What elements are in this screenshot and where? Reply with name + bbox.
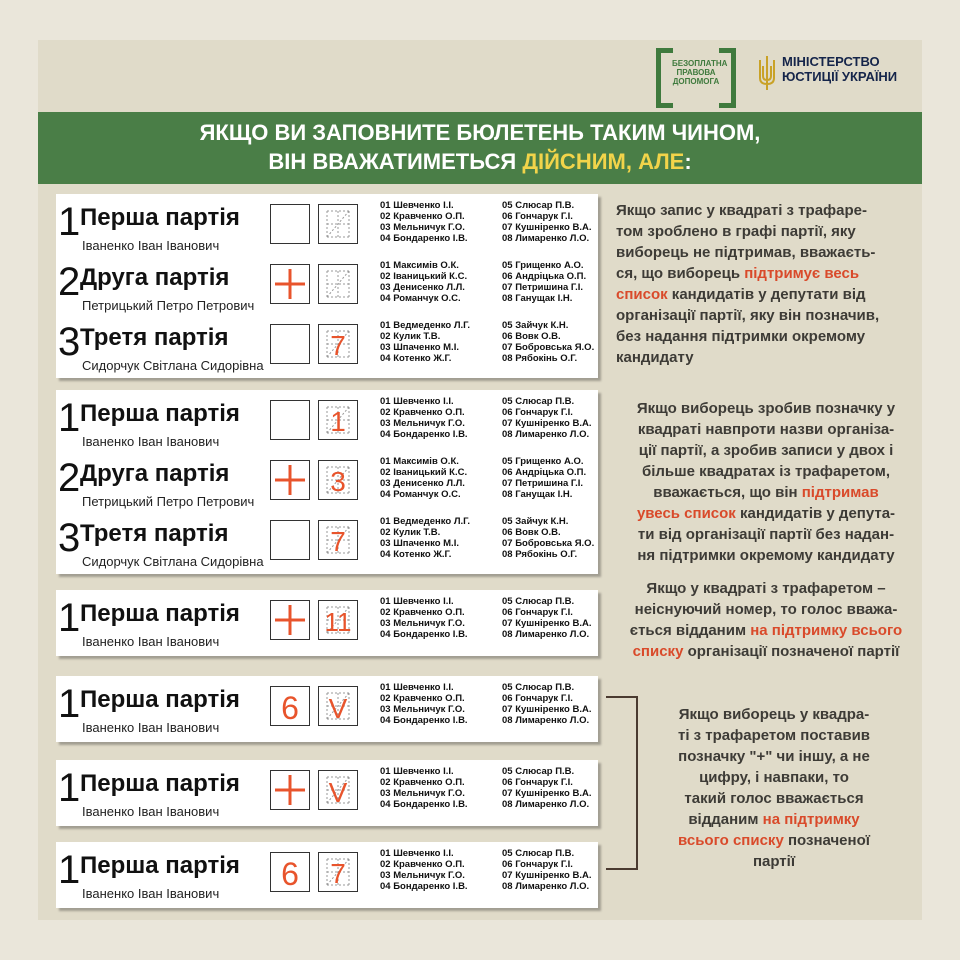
stencil-box [318, 460, 358, 500]
ballot-example-6 [56, 842, 598, 908]
candidates-left: 01 Шевченко І.І. 02 Кравченко О.П. 03 Мельничук Г.О. 04 Бондаренко І.В. [380, 396, 468, 440]
stencil-digit: 7 [330, 330, 346, 361]
party-checkbox [270, 460, 310, 500]
stencil-grid-icon [319, 265, 357, 303]
candidates-left: 01 Шевченко І.І. 02 Кравченко О.П. 03 Мельничук Г.О. 04 Бондаренко І.В. [380, 848, 468, 892]
party-name: Друга партія [80, 264, 230, 291]
six-mark-icon [271, 687, 309, 725]
ministry-line2: ЮСТИЦІЇ УКРАЇНИ [782, 69, 898, 84]
party-name: Перша партія [80, 204, 240, 231]
candidates-right: 05 Слюсар П.В. 06 Гончарук Г.І. 07 Кушніренко В.А. 08 Лимаренко Л.О. [502, 396, 592, 440]
ballot-example-5 [56, 760, 598, 826]
party-row-2 [56, 258, 598, 320]
party-number: 1 [58, 396, 81, 440]
free-legal-aid-text: БЕЗОПЛАТНА ПРАВОВА ДОПОМОГА [672, 59, 728, 86]
party-number: 1 [58, 682, 81, 726]
candidates-right: 05 Зайчук К.Н. 06 Вовк О.В. 07 Бобровська Я.О. 08 Рябокінь О.Г. [502, 516, 595, 560]
candidates-right: 05 Грищенко А.О. 06 Андріцька О.П. 07 Петришина Г.І. 08 Ганущак І.Н. [502, 456, 587, 500]
party-number: 2 [58, 260, 81, 304]
plus-mark-icon [271, 265, 309, 303]
party-leader: Петрицький Петро Петрович [82, 298, 255, 313]
expl4-line7b: позначеної [783, 832, 870, 849]
expl3-line3a: ється відданим [629, 622, 751, 639]
party-checkbox [270, 600, 310, 640]
expl1-line6: організації партії, яку він позначив, [616, 307, 880, 324]
candidates-left: 01 Шевченко І.І. 02 Кравченко О.П. 03 Мельничук Г.О. 04 Бондаренко І.В. [380, 200, 468, 244]
expl4-line7 [664, 830, 884, 851]
stencil-grid-icon [319, 687, 357, 725]
party-leader: Іваненко Іван Іванович [82, 720, 220, 735]
candidates-right: 05 Слюсар П.В. 06 Гончарук Г.І. 07 Кушніренко В.А. 08 Лимаренко Л.О. [502, 200, 592, 244]
stencil-grid-icon [319, 853, 357, 891]
ballot-example-2 [56, 390, 598, 574]
party-name: Перша партія [80, 600, 240, 627]
expl2-line7: ти від організації партії без надан- [637, 526, 895, 543]
stencil-box [318, 204, 358, 244]
expl4-line1: Якщо виборець у квадра- [678, 706, 870, 723]
bracket-right-icon [719, 48, 736, 108]
ballot-example-1 [56, 194, 598, 378]
expl4-line3: позначку "+" чи іншу, а не [678, 748, 870, 765]
party-leader: Сидорчук Світлана Сидорівна [82, 554, 264, 569]
expl3-line4b: організації позначеної партії [683, 643, 900, 660]
six-mark-icon [271, 853, 309, 891]
party-name: Перша партія [80, 686, 240, 713]
stencil-digit: 11 [324, 607, 352, 637]
expl1-line7: без надання підтримки окремому [616, 328, 866, 345]
expl2-line5a: вважається, що він [653, 484, 802, 501]
expl3-line1: Якщо у квадраті з трафаретом – [646, 580, 886, 597]
expl4-line4: цифру, і навпаки, то [699, 769, 849, 786]
party-row-3 [56, 514, 598, 576]
expl2-line8: ня підтримки окремому кандидату [637, 547, 895, 564]
expl4-line8: партії [752, 853, 796, 870]
candidates-right: 05 Слюсар П.В. 06 Гончарук Г.І. 07 Кушніренко В.А. 08 Лимаренко Л.О. [502, 682, 592, 726]
party-name: Перша партія [80, 770, 240, 797]
party-leader: Сидорчук Світлана Сидорівна [82, 358, 264, 373]
plus-mark-icon [271, 771, 309, 809]
stencil-box [318, 852, 358, 892]
bracket-connector [606, 696, 638, 870]
candidates-left: 01 Шевченко І.І. 02 Кравченко О.П. 03 Мельничук Г.О. 04 Бондаренко І.В. [380, 596, 468, 640]
party-checkbox [270, 852, 310, 892]
stencil-digit: 7 [330, 526, 346, 557]
stencil-mark: V [328, 693, 348, 724]
expl3-line3 [620, 620, 912, 641]
header-line1: ЯКЩО ВИ ЗАПОВНИТЕ БЮЛЕТЕНЬ ТАКИМ ЧИНОМ, [199, 120, 761, 145]
candidates-left: 01 Шевченко І.І. 02 Кравченко О.П. 03 Мельничук Г.О. 04 Бондаренко І.В. [380, 766, 468, 810]
candidates-right: 05 Слюсар П.В. 06 Гончарук Г.І. 07 Кушніренко В.А. 08 Лимаренко Л.О. [502, 766, 592, 810]
party-name: Перша партія [80, 400, 240, 427]
stencil-digit: 7 [330, 858, 346, 889]
logos [656, 46, 916, 102]
stencil-box [318, 264, 358, 304]
stencil-box [318, 686, 358, 726]
expl1-line5a: список [616, 286, 668, 303]
party-checkbox [270, 324, 310, 364]
explanation-4 [664, 704, 884, 872]
header-banner [38, 112, 922, 184]
party-checkbox [270, 400, 310, 440]
party-row-1 [56, 594, 598, 656]
party-name: Третя партія [80, 520, 229, 547]
party-leader: Іваненко Іван Іванович [82, 238, 220, 253]
party-checkbox [270, 520, 310, 560]
expl2-line4: більше квадратах із трафаретом, [641, 463, 891, 480]
explanation-3 [620, 578, 912, 662]
candidates-left: 01 Ведмеденко Л.Г. 02 Кулик Т.В. 03 Шпаченко М.І. 04 Котенко Ж.Г. [380, 320, 470, 364]
expl2-line6a: увесь список [636, 505, 736, 522]
candidates-right: 05 Слюсар П.В. 06 Гончарук Г.І. 07 Кушніренко В.А. 08 Лимаренко Л.О. [502, 596, 592, 640]
ministry-line1: МІНІСТЕРСТВО [782, 54, 880, 69]
candidates-left: 01 Максимів О.К. 02 Іваницький К.С. 03 Денисенко Л.Л. 04 Романчук О.С. [380, 260, 468, 304]
expl3-line3b: на підтримку всього [750, 622, 903, 639]
party-leader: Іваненко Іван Іванович [82, 886, 220, 901]
explanation-2 [620, 398, 912, 566]
expl2-line2: квадраті навпроти назви організа- [637, 421, 895, 438]
party-checkbox [270, 770, 310, 810]
party-number: 2 [58, 456, 81, 500]
expl4-line5: такий голос вважається [684, 790, 864, 807]
candidates-right: 05 Зайчук К.Н. 06 Вовк О.В. 07 Бобровська Я.О. 08 Рябокінь О.Г. [502, 320, 595, 364]
candidates-right: 05 Слюсар П.В. 06 Гончарук Г.І. 07 Кушніренко В.А. 08 Лимаренко Л.О. [502, 848, 592, 892]
expl1-line1: Якщо запис у квадраті з трафаре- [616, 202, 868, 219]
expl2-line5b: підтримав [801, 484, 879, 501]
party-leader: Іваненко Іван Іванович [82, 634, 220, 649]
box-digit: 6 [281, 856, 299, 891]
party-checkbox [270, 204, 310, 244]
explanation-1 [616, 200, 912, 368]
expl2-line1: Якщо виборець зробив позначку у [636, 400, 896, 417]
trident-icon [756, 54, 778, 92]
expl4-line2: ті з трафаретом поставив [677, 727, 871, 744]
expl2-line5 [620, 482, 912, 503]
plus-mark-icon [271, 601, 309, 639]
stencil-grid-icon [319, 325, 357, 363]
expl2-line6b: кандидатів у депута- [735, 505, 896, 522]
expl1-line5b: кандидатів у депутати від [667, 286, 866, 303]
header-highlight: ДІЙСНИМ, АЛЕ [522, 149, 685, 174]
stencil-grid-icon [319, 461, 357, 499]
stencil-digit: 1 [330, 406, 346, 437]
party-row-2 [56, 454, 598, 516]
candidates-left: 01 Шевченко І.І. 02 Кравченко О.П. 03 Мельничук Г.О. 04 Бондаренко І.В. [380, 682, 468, 726]
expl1-line2: том зроблено в графі партії, яку [616, 223, 856, 240]
party-row-1 [56, 394, 598, 456]
expl4-line6 [664, 809, 884, 830]
party-row-1 [56, 680, 598, 742]
party-number: 1 [58, 848, 81, 892]
box-digit: 6 [281, 690, 299, 725]
ministry-name [782, 54, 922, 84]
party-leader: Петрицький Петро Петрович [82, 494, 255, 509]
stencil-grid-icon [319, 521, 357, 559]
bracket-left-icon [656, 48, 673, 108]
expl2-line6 [620, 503, 912, 524]
expl1-line5 [616, 284, 912, 305]
stencil-box [318, 600, 358, 640]
expl4-line6b: на підтримку [762, 811, 860, 828]
candidates-left: 01 Ведмеденко Л.Г. 02 Кулик Т.В. 03 Шпаченко М.І. 04 Котенко Ж.Г. [380, 516, 470, 560]
expl1-line8: кандидату [616, 349, 694, 366]
party-row-1 [56, 764, 598, 826]
stencil-box [318, 520, 358, 560]
header-line2 [268, 149, 691, 174]
party-row-1 [56, 846, 598, 908]
party-leader: Іваненко Іван Іванович [82, 804, 220, 819]
expl1-line4 [616, 263, 912, 284]
expl4-line6a: відданим [688, 811, 763, 828]
expl3-line4 [620, 641, 912, 662]
stencil-mark: V [328, 777, 348, 808]
expl1-line3: виборець не підтримав, вважаєть- [616, 244, 876, 261]
stencil-box [318, 770, 358, 810]
party-number: 3 [58, 320, 81, 364]
party-name: Перша партія [80, 852, 240, 879]
expl2-line3: ції партії, а зробив записи у двох і [638, 442, 894, 459]
expl3-line2: неіснуючий номер, то голос вважа- [634, 601, 898, 618]
ballot-example-3 [56, 590, 598, 656]
header-line2-start: ВІН ВВАЖАТИМЕТЬСЯ [268, 149, 523, 174]
party-number: 1 [58, 766, 81, 810]
party-name: Друга партія [80, 460, 230, 487]
ballot-example-4 [56, 676, 598, 742]
stencil-digit: 3 [330, 466, 346, 497]
stencil-grid-icon [319, 205, 357, 243]
free-legal-aid-logo [656, 46, 736, 102]
expl1-line4b: підтримує весь [744, 265, 860, 282]
party-number: 1 [58, 596, 81, 640]
expl4-line7a: всього списку [678, 832, 784, 849]
stencil-box [318, 324, 358, 364]
stencil-grid-icon [319, 401, 357, 439]
expl1-line4a: ся, що виборець [616, 265, 745, 282]
party-row-1 [56, 198, 598, 260]
stencil-grid-icon [319, 771, 357, 809]
party-checkbox [270, 686, 310, 726]
candidates-right: 05 Грищенко А.О. 06 Андріцька О.П. 07 Петришина Г.І. 08 Ганущак І.Н. [502, 260, 587, 304]
party-checkbox [270, 264, 310, 304]
party-number: 3 [58, 516, 81, 560]
party-row-3 [56, 318, 598, 380]
plus-mark-icon [271, 461, 309, 499]
party-name: Третя партія [80, 324, 229, 351]
header-line2-end: : [684, 149, 692, 174]
party-leader: Іваненко Іван Іванович [82, 434, 220, 449]
stencil-grid-icon [319, 601, 357, 639]
expl3-line4a: списку [632, 643, 684, 660]
stencil-box [318, 400, 358, 440]
party-number: 1 [58, 200, 81, 244]
candidates-left: 01 Максимів О.К. 02 Іваницький К.С. 03 Денисенко Л.Л. 04 Романчук О.С. [380, 456, 468, 500]
